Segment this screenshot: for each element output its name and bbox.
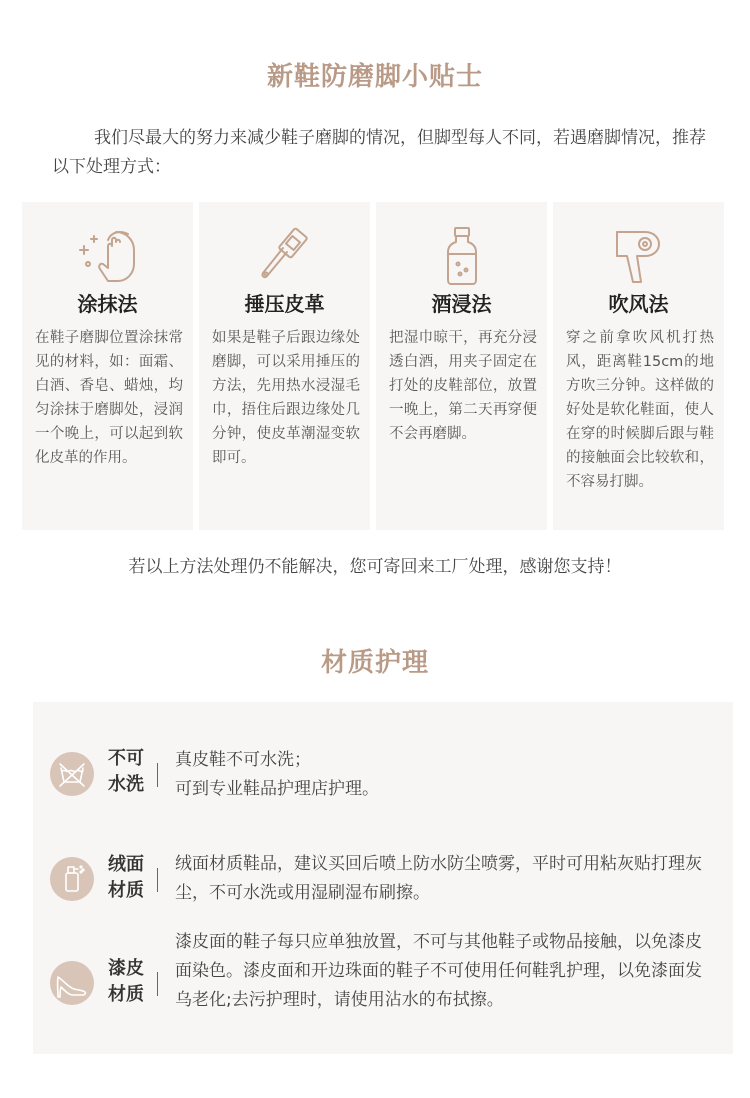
hair-dryer-icon xyxy=(603,226,675,286)
care-divider xyxy=(157,868,158,892)
wipe-hand-icon xyxy=(72,226,144,286)
care-text: 漆皮面的鞋子每只应单独放置，不可与其他鞋子或物品接触，以免漆皮面染色。漆皮面和开边珠面的鞋子不可使用任何鞋乳护理，以免漆面发乌老化;去污护理时，请使用沾水的布拭擦。 xyxy=(175,932,702,1010)
care-badge xyxy=(50,752,94,796)
high-heel-icon xyxy=(50,961,94,1005)
care-label: 不可 水洗 xyxy=(108,748,144,795)
care-label: 绒面 材质 xyxy=(108,854,144,901)
care-divider xyxy=(157,763,158,787)
method-card xyxy=(199,202,370,530)
care-badge xyxy=(50,961,94,1005)
bottle-icon xyxy=(426,226,498,286)
method-name: 涂抹法 xyxy=(77,292,138,316)
method-name: 酒浸法 xyxy=(431,292,492,316)
method-desc: 穿之前拿吹风机打热风，距离鞋15cm的地方吹三分钟。这样做的好处是软化鞋面，使人在穿的时候脚后跟与鞋的接触面会比较软和，不容易打脚。 xyxy=(566,330,714,490)
method-name: 吹风法 xyxy=(608,292,669,316)
tips-closing: 若以上方法处理仍不能解决，您可寄回来工厂处理，感谢您支持！ xyxy=(128,557,622,577)
care-panel xyxy=(33,702,733,1054)
care-divider xyxy=(157,972,158,996)
spray-icon xyxy=(50,857,94,901)
care-text: 绒面材质鞋品，建议买回后喷上防水防尘喷雾，平时可用粘灰贴打理灰尘，不可水洗或用湿刷湿布刷擦。 xyxy=(175,854,702,903)
tips-intro: 我们尽最大的努力来减少鞋子磨脚的情况，但脚型每人不同，若遇磨脚情况，推荐以下处理方式： xyxy=(52,128,706,177)
hammer-icon xyxy=(249,226,321,286)
method-desc: 在鞋子磨脚位置涂抹常见的材料，如：面霜、白酒、香皂、蜡烛，均匀涂抹于磨脚处，浸润一个晚上，可以起到软化皮革的作用。 xyxy=(35,330,183,466)
method-name: 捶压皮革 xyxy=(244,292,325,316)
care-label: 漆皮 材质 xyxy=(108,958,144,1005)
method-cards xyxy=(22,202,726,530)
method-desc: 把湿巾晾干，再充分浸透白酒，用夹子固定在打处的皮鞋部位，放置一晚上，第二天再穿便不会再磨脚。 xyxy=(389,330,537,442)
care-title: 材质护理 xyxy=(320,648,429,678)
method-card xyxy=(553,202,724,530)
method-desc: 如果是鞋子后跟边缘处磨脚，可以采用捶压的方法，先用热水浸湿毛巾，捂住后跟边缘处几分钟，使皮革潮湿变软即可。 xyxy=(212,330,360,466)
care-badge xyxy=(50,857,94,901)
method-card xyxy=(22,202,193,530)
no-wash-icon xyxy=(50,752,94,796)
tips-title: 新鞋防磨脚小贴士 xyxy=(266,62,483,92)
method-card xyxy=(376,202,547,530)
care-text: 真皮鞋不可水洗； 可到专业鞋品护理店护理。 xyxy=(175,750,379,799)
